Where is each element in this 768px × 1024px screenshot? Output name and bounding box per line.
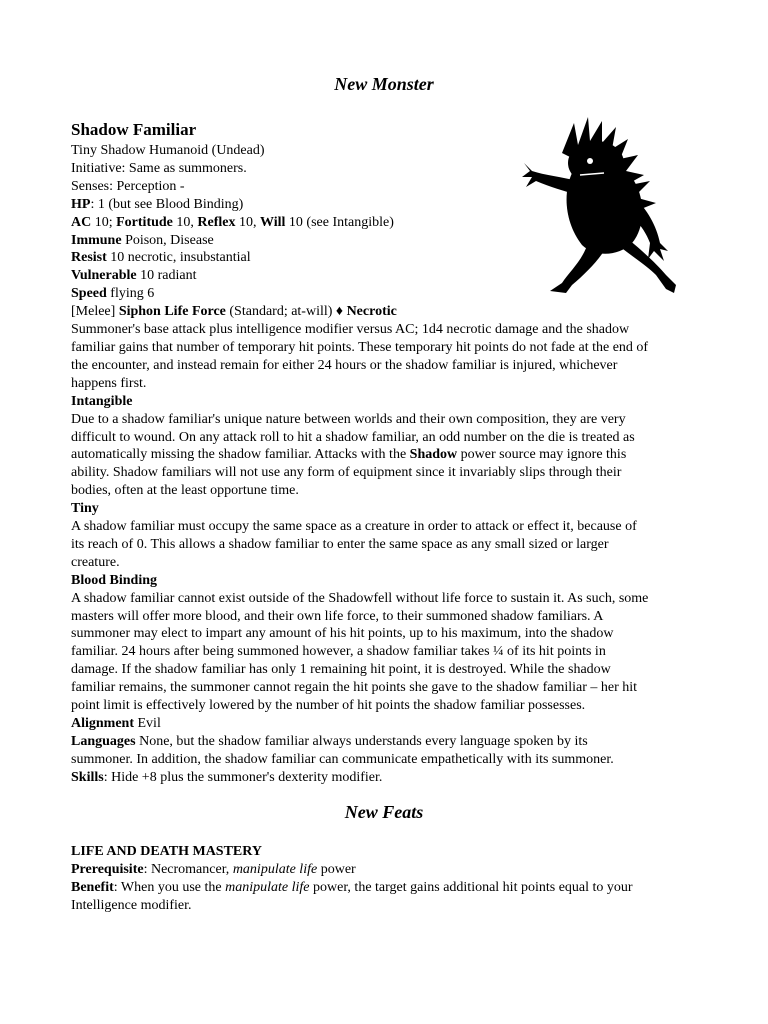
intangible-heading-text: Intangible	[71, 393, 133, 409]
blood-binding-text-line: A shadow familiar cannot exist outside of the Shadowfell without life force to sustain it. As such, some	[71, 590, 649, 606]
blood-binding-text-line: familiar. 24 hours after being summoned however, a shadow familiar takes ¼ of its hit points in	[71, 644, 606, 660]
will-label: Will	[259, 214, 286, 230]
tiny-text-line: A shadow familiar must occupy the same space as a creature in order to attack or effect it, because of	[71, 519, 637, 535]
attack-keyword: ♦ Necrotic	[335, 304, 397, 320]
intangible-text-line: difficult to wound. On any attack roll to hit a shadow familiar, an odd number on the die is treated as	[71, 429, 635, 445]
tiny-heading	[71, 500, 648, 518]
fortitude-label: Fortitude	[116, 214, 173, 230]
benefit-pre: : When you use the	[113, 879, 226, 895]
blood-binding-heading	[71, 572, 648, 590]
will-value: 10 (see Intangible)	[285, 214, 394, 230]
initiative-line: Initiative: Same as summoners.	[71, 160, 247, 176]
languages-text-line: summoner. In addition, the shadow familiar can communicate empathetically with its summoner.	[71, 751, 614, 767]
vulnerable-value: 10 radiant	[136, 268, 197, 284]
alignment-label: Alignment	[71, 716, 134, 731]
feat-name-text: LIFE AND DEATH MASTERY	[71, 844, 262, 859]
blood-binding-text-line: familiar remains, the summoner cannot regain the hit points she gave to the shadow familiar – her hit	[71, 680, 638, 696]
prerequisite-power: manipulate life	[232, 861, 318, 877]
immune-label: Immune	[71, 232, 122, 248]
blood-binding-text-line: damage. If the shadow familiar has only 1 remaining hit point, it is destroyed. While the shadow	[71, 662, 611, 678]
benefit-label: Benefit	[71, 879, 114, 895]
resist-value: 10 necrotic, insubstantial	[106, 250, 251, 266]
skills-label: Skills	[71, 769, 104, 785]
feat-block	[71, 843, 633, 915]
attack-text-line: familiar gains that number of temporary hit points. These temporary hit points do not fade at the end of	[71, 339, 649, 355]
languages-value: None, but the shadow familiar always understands every language spoken by its	[135, 733, 588, 749]
feat-name	[71, 843, 633, 861]
immune-value: Poison, Disease	[121, 232, 214, 248]
prerequisite-line	[71, 861, 633, 879]
ac-label: AC	[71, 214, 92, 230]
benefit-line	[71, 879, 633, 897]
attack-text-line: the encounter, and instead remain for either 24 hours or the shadow familiar is injured, whichever	[71, 357, 618, 373]
blood-binding-text-line: summoner may elect to impart any amount of his hit points, up to his maximum, into the shadow	[71, 626, 614, 642]
speed-label: Speed	[71, 286, 107, 302]
alignment-line	[71, 715, 648, 733]
shadow-keyword: Shadow	[409, 447, 458, 463]
languages-line	[71, 733, 648, 751]
speed-value: flying 6	[106, 286, 155, 302]
benefit-post: power, the target gains additional hit points equal to your	[309, 879, 633, 895]
attack-text-line: happens first.	[71, 375, 147, 391]
blood-binding-heading-text: Blood Binding	[71, 572, 157, 588]
resist-label: Resist	[71, 250, 107, 266]
shadow-creature-silhouette-icon	[522, 115, 682, 300]
section-title-new-feats: New Feats	[344, 802, 424, 822]
fortitude-value: 10,	[172, 214, 198, 230]
reflex-label: Reflex	[197, 214, 236, 230]
intangible-heading	[71, 393, 648, 411]
reflex-value: 10,	[235, 214, 260, 230]
skills-value: : Hide +8 plus the summoner's dexterity modifier.	[103, 769, 383, 785]
blood-binding-text-line: masters will offer more blood, and their own life force, to their summoned shadow familiars. A	[71, 608, 604, 624]
monster-name: Shadow Familiar	[71, 120, 197, 139]
vulnerable-label: Vulnerable	[71, 268, 137, 284]
tiny-text-line: creature.	[71, 554, 120, 570]
benefit-power: manipulate life	[225, 879, 310, 895]
senses-line: Senses: Perception -	[71, 178, 185, 194]
intangible-text-line: Due to a shadow familiar's unique nature between worlds and their own composition, they are very	[71, 411, 626, 427]
hp-value: : 1 (but see Blood Binding)	[90, 196, 244, 212]
hp-label: HP	[71, 196, 91, 212]
benefit-text-line: Intelligence modifier.	[71, 897, 192, 913]
skills-line	[71, 769, 648, 787]
tiny-heading-text: Tiny	[71, 501, 99, 517]
languages-label: Languages	[71, 733, 136, 749]
intangible-text-line: ability. Shadow familiars will not use any form of equipment since it invariably slips through their	[71, 465, 622, 481]
section-title-new-monster: New Monster	[334, 74, 434, 94]
intangible-text-post: power source may ignore this	[457, 447, 627, 463]
intangible-text-line	[71, 446, 648, 464]
attack-text-line: Summoner's base attack plus intelligence modifier versus AC; 1d4 necrotic damage and the shadow	[71, 322, 630, 338]
attack-name: Siphon Life Force	[118, 304, 226, 320]
attack-detail: (Standard; at-will)	[225, 304, 336, 320]
blood-binding-text-line: point limit is effectively lowered by the number of hit points the shadow familiar possesses.	[71, 698, 586, 714]
prerequisite-label: Prerequisite	[71, 861, 144, 877]
prerequisite-pre: : Necromancer,	[143, 861, 233, 877]
intangible-text-pre: automatically missing the shadow familiar. Attacks with the	[71, 447, 410, 463]
attack-line	[71, 303, 648, 321]
tiny-text-line: its reach of 0. This allows a shadow familiar to enter the same space as any small sized or larger	[71, 536, 609, 552]
intangible-text-line: bodies, often at the least opportune time.	[71, 483, 299, 499]
attack-prefix: [Melee]	[71, 304, 119, 320]
ac-value: 10;	[91, 214, 117, 230]
alignment-value: Evil	[134, 716, 161, 731]
type-line: Tiny Shadow Humanoid (Undead)	[71, 143, 265, 158]
prerequisite-post: power	[317, 861, 356, 877]
